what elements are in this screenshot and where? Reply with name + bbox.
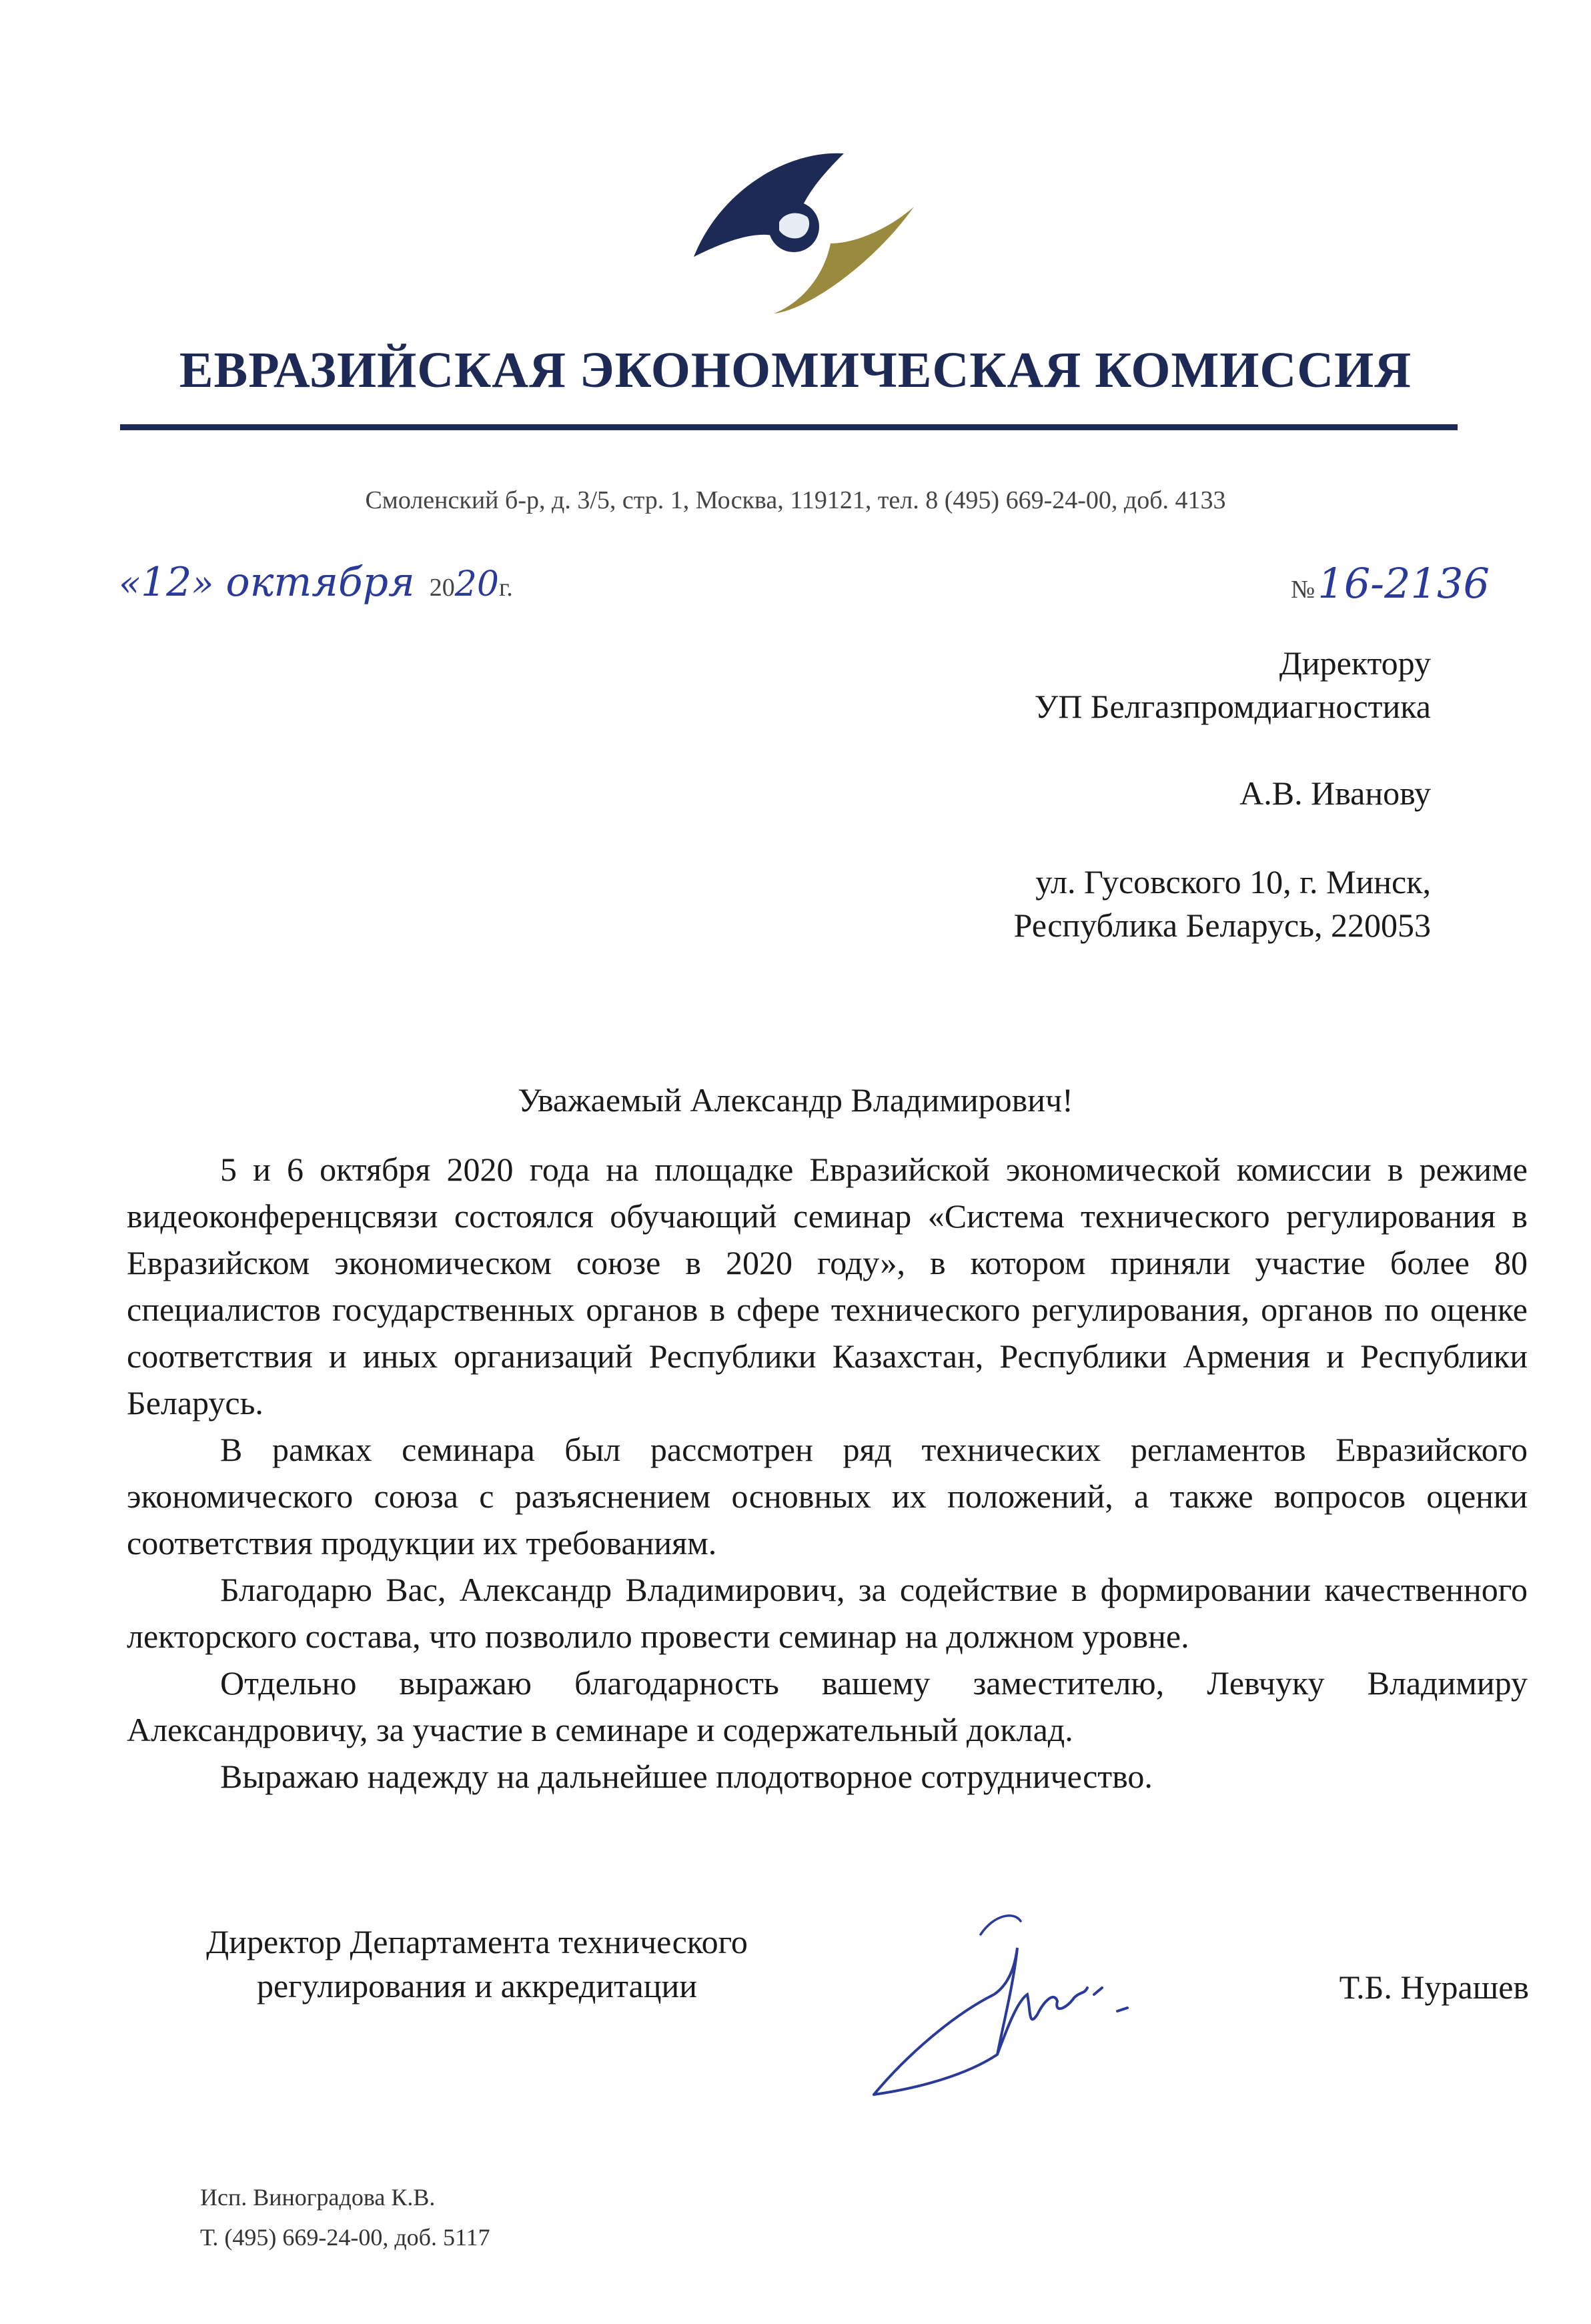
signer-title — [133, 1920, 821, 2008]
logo-map-shape — [779, 213, 809, 238]
registration-label: № — [1291, 576, 1315, 604]
date-year-prefix: 20 — [429, 574, 455, 602]
executor-info — [200, 2177, 490, 2257]
date-close-quote: » — [191, 562, 214, 604]
signer-name: Т.Б. Нурашев — [1339, 1968, 1529, 2006]
recipient-organization: УП Белгазпромдиагностика — [1034, 688, 1431, 725]
body-paragraph: Выражаю надежду на дальнейшее плодотворное сотрудничество. — [220, 1758, 1153, 1795]
date-year-suffix: 20 — [454, 564, 499, 604]
executor-name: Исп. Виноградова К.В. — [200, 2184, 436, 2211]
eec-logo — [674, 143, 921, 317]
signer-title-line2: регулирования и аккредитации — [256, 1967, 698, 2004]
recipient-name: А.В. Иванову — [1239, 774, 1431, 812]
body-paragraph: Отдельно выражаю благодарность вашему заместителю, Левчуку Владимиру Александровичу, за участие в семинаре и содержательный доклад. — [127, 1664, 1528, 1748]
logo-blue-crescent — [694, 153, 844, 257]
handwritten-signature — [854, 1894, 1174, 2101]
org-address: Смоленский б-р, д. 3/5, стр. 1, Москва, 119121, тел. 8 (495) 669-24-00, доб. 4133 — [365, 486, 1226, 514]
date-day: 12 — [141, 559, 192, 606]
recipient-address-line1: ул. Гусовского 10, г. Минск, — [1035, 863, 1431, 901]
org-title: ЕВРАЗИЙСКАЯ ЭКОНОМИЧЕСКАЯ КОМИССИЯ — [179, 342, 1412, 398]
body-paragraph: Благодарю Вас, Александр Владимирович, за содействие в формировании качественного лекторского состава, что позволило провести семинар на должном уровне. — [127, 1571, 1528, 1655]
executor-phone: Т. (495) 669-24-00, доб. 5117 — [200, 2224, 490, 2251]
recipient-position: Директору — [1279, 644, 1431, 682]
date-month: октября — [225, 559, 415, 606]
header-divider — [120, 424, 1458, 430]
body-paragraph: 5 и 6 октября 2020 года на площадке Евразийской экономической комиссии в режиме видеоконференцсвязи состоялся обучающий семинар «Система технического регулирования в Евразийском экономическом союзе в 2020 году», в котором приняли участие более 80 специалистов государственных органов в сфере технического регулирования, органов по оценке соответствия и иных организаций Республики Казахстан, Республики Армения и Республики Беларусь. — [127, 1151, 1528, 1421]
letter-body — [127, 1146, 1528, 1800]
date-open-quote: « — [119, 562, 141, 604]
signer-title-line1: Директор Департамента технического — [206, 1923, 748, 1960]
salutation: Уважаемый Александр Владимирович! — [518, 1081, 1073, 1119]
body-paragraph: В рамках семинара был рассмотрен ряд технических регламентов Евразийского экономического союза с разъяснением основных их положений, а также вопросов оценки соответствия продукции их требованиям. — [127, 1431, 1528, 1562]
date-line — [119, 559, 513, 606]
registration-number — [1291, 559, 1490, 608]
date-year-mark: г. — [498, 574, 513, 602]
registration-value: 16-2136 — [1317, 559, 1490, 608]
recipient-address-line2: Республика Беларусь, 220053 — [1013, 907, 1431, 944]
